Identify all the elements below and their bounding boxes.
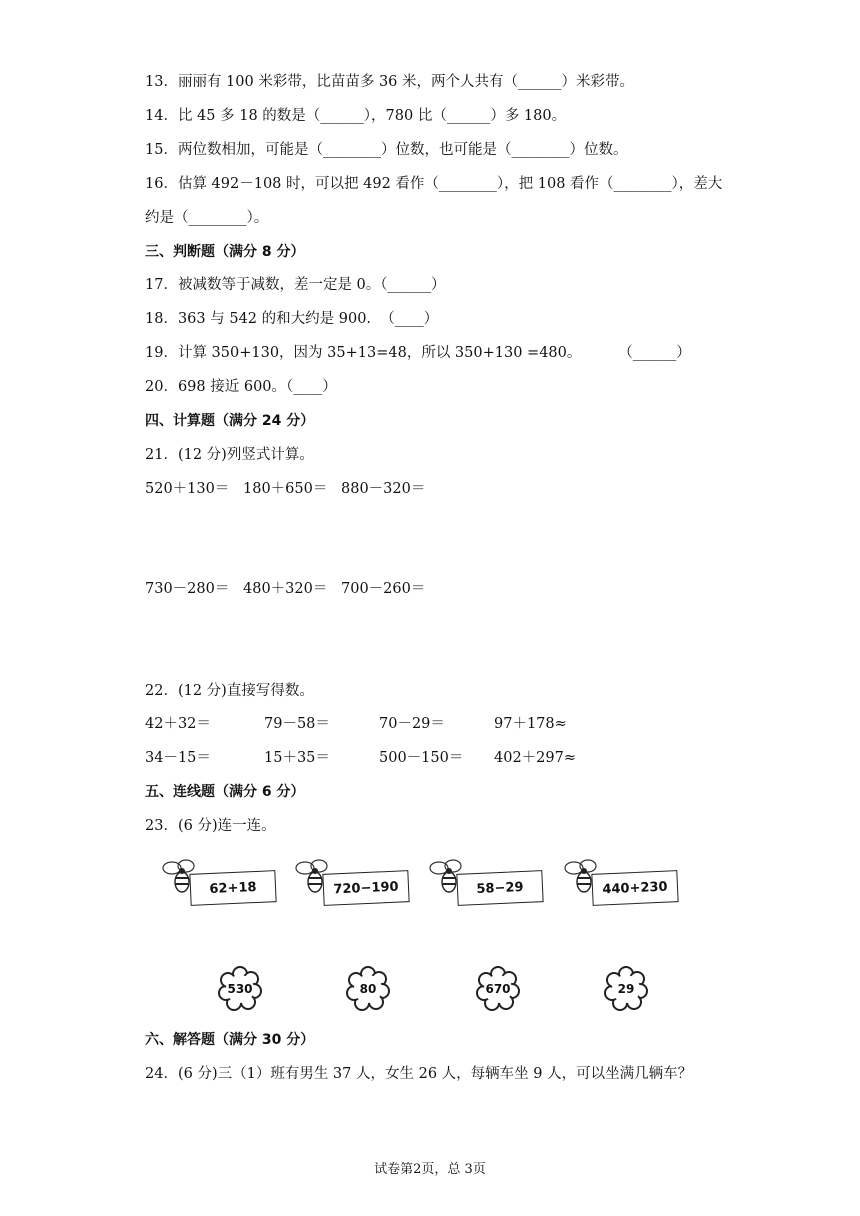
question-20: 20．698 接近 600。（____） <box>145 379 337 395</box>
match-card-1[interactable] <box>160 858 310 918</box>
match-flower-2[interactable] <box>346 966 390 1012</box>
mental-calc-item: 34－15＝ <box>145 750 211 766</box>
mental-calc-item: 500－150＝ <box>379 750 464 766</box>
match-card-3[interactable] <box>427 858 577 918</box>
section-heading-matching: 五、连线题（满分 6 分） <box>145 784 305 800</box>
mental-calc-item: 15＋35＝ <box>264 750 330 766</box>
mental-calc-item: 97＋178≈ <box>494 716 567 732</box>
question-15: 15．两位数相加，可能是（________）位数，也可能是（________）位数。 <box>145 142 628 158</box>
question-23: 23．(6 分)连一连。 <box>145 818 276 834</box>
expression-label: 62+18 <box>189 870 276 906</box>
mental-calc-item: 70－29＝ <box>379 716 445 732</box>
mental-calc-item: 402＋297≈ <box>494 750 577 766</box>
question-22: 22．(12 分)直接写得数。 <box>145 683 314 699</box>
question-13: 13．丽丽有 100 米彩带，比苗苗多 36 米，两个人共有（______）米彩带。 <box>145 74 635 90</box>
page-footer: 试卷第2页，总 3页 <box>374 1162 486 1177</box>
vertical-calc-item: 880－320＝ <box>341 481 426 497</box>
section-heading-word-problems: 六、解答题（满分 30 分） <box>145 1032 315 1048</box>
question-16-continued: 约是（________）。 <box>145 210 269 226</box>
expression-label: 720−190 <box>322 870 409 906</box>
expression-label: 58−29 <box>456 870 543 906</box>
question-14: 14．比 45 多 18 的数是（______），780 比（______）多 180。 <box>145 108 567 124</box>
question-21: 21．(12 分)列竖式计算。 <box>145 447 314 463</box>
mental-calc-item: 42＋32＝ <box>145 716 211 732</box>
vertical-calc-item: 180＋650＝ <box>243 481 328 497</box>
question-24: 24．(6 分)三（1）班有男生 37 人，女生 26 人，每辆车坐 9 人，可以坐满几辆车？ <box>145 1066 693 1082</box>
vertical-calc-item: 730－280＝ <box>145 581 230 597</box>
flower-number: 530 <box>227 982 253 996</box>
flower-number: 29 <box>617 982 635 996</box>
mental-calc-item: 79－58＝ <box>264 716 330 732</box>
question-18: 18．363 与 542 的和大约是 900. （____） <box>145 311 439 327</box>
question-16: 16．估算 492－108 时，可以把 492 看作（________），把 108 看作（________），差大 <box>145 176 723 192</box>
vertical-calc-item: 520＋130＝ <box>145 481 230 497</box>
match-flower-4[interactable] <box>604 966 648 1012</box>
match-flower-3[interactable] <box>476 966 520 1012</box>
match-card-4[interactable] <box>562 858 712 918</box>
match-card-2[interactable] <box>293 858 443 918</box>
flower-number: 670 <box>485 982 511 996</box>
question-19: 19．计算 350+130，因为 35+13=48，所以 350+130 =480。 （______） <box>145 345 691 361</box>
section-heading-judgement: 三、判断题（满分 8 分） <box>145 244 305 260</box>
section-heading-calculation: 四、计算题（满分 24 分） <box>145 413 315 429</box>
vertical-calc-item: 700－260＝ <box>341 581 426 597</box>
expression-label: 440+230 <box>591 870 678 906</box>
vertical-calc-item: 480＋320＝ <box>243 581 328 597</box>
flower-number: 80 <box>359 982 377 996</box>
match-flower-1[interactable] <box>218 966 262 1012</box>
question-17: 17．被减数等于减数，差一定是 0。（______） <box>145 277 446 293</box>
